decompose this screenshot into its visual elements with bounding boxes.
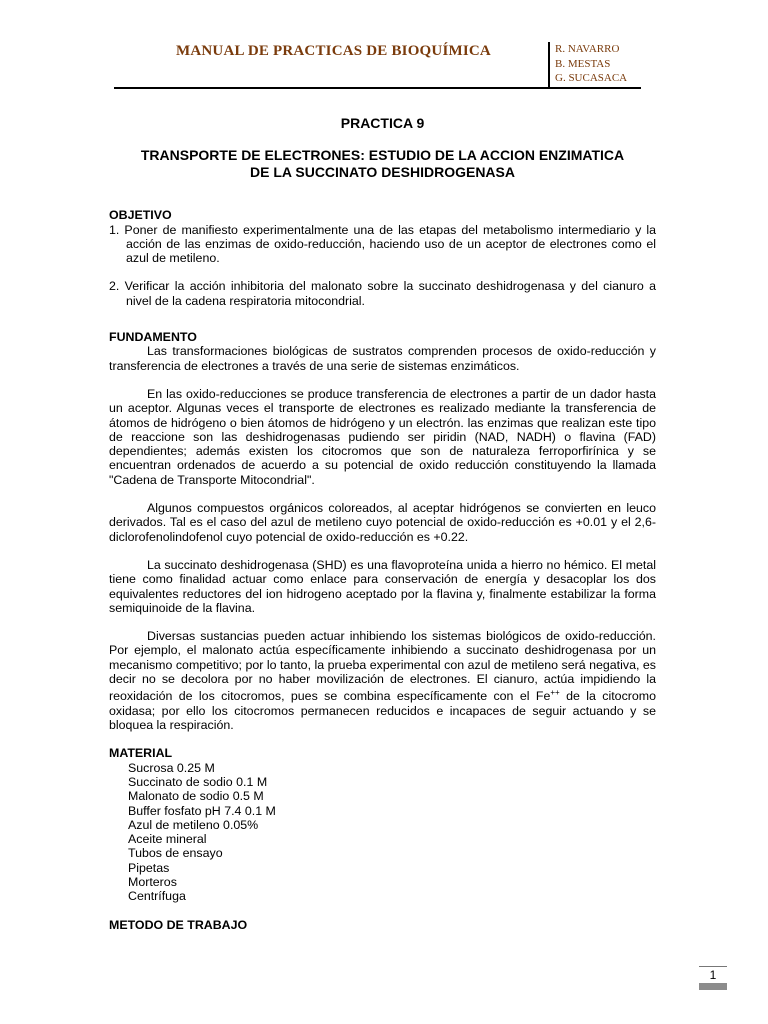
header-divider: [548, 42, 550, 87]
material-list: [109, 761, 656, 904]
list-item: Pipetas: [128, 860, 170, 875]
list-item: Aceite mineral: [128, 832, 207, 847]
paragraph-text: Diversas sustancias pueden actuar inhibiendo los sistemas biológicos de oxido-reducción. Por ejemplo, el malonato actúa específicamente inhibiendo a succinato deshidrogenasa por un mecanismo competitivo; por lo tanto, la prueba experimental con azul de metileno será negativa, es decir no se decolora por no haber movilización de electrones. El cianuro, actúa impidiendo la reoxidación de los citocromos, pues se combina específicamente con el Fe: [109, 629, 656, 704]
page-header: [114, 40, 641, 89]
list-item: Succinato de sodio 0.1 M: [128, 774, 268, 789]
authors-block: [555, 42, 627, 86]
page-number: 1: [709, 968, 717, 982]
document-title: [109, 147, 656, 181]
paragraph: [109, 629, 656, 732]
section-heading-material: MATERIAL: [109, 746, 173, 761]
author-name: B. MESTAS: [555, 57, 611, 70]
list-item: Malonato de sodio 0.5 M: [128, 789, 264, 804]
section-heading-metodo: METODO DE TRABAJO: [109, 917, 248, 932]
practice-number: PRACTICA 9: [340, 115, 425, 131]
paragraph: La succinato deshidrogenasa (SHD) es una flavoproteína unida a hierro no hémico. El metal tiene como finalidad actuar como enlace para conservación de energía y desacoplar los dos equivalentes reductores del ion hidrogeno aceptado por la flavina y, finalmente estabilizar la forma semiquinoide de la flavina.: [109, 557, 656, 615]
author-name: R. NAVARRO: [555, 43, 620, 55]
section-heading-objetivo: OBJETIVO: [109, 208, 172, 223]
paragraph: Las transformaciones biológicas de sustratos comprenden procesos de oxido-reducción y transferencia de electrones a través de una serie de sistemas enzimáticos.: [109, 344, 656, 373]
title-line: TRANSPORTE DE ELECTRONES: ESTUDIO DE LA ACCION ENZIMATICA: [140, 147, 625, 164]
section-heading-fundamento: FUNDAMENTO: [109, 330, 197, 345]
list-item: Buffer fosfato pH 7.4 0.1 M: [128, 803, 276, 818]
paragraph: Algunos compuestos orgánicos coloreados, al aceptar hidrógenos se convierten en leuco derivados. Tal es el caso del azul de metileno cuyo potencial de oxido-reducción es +0.01 y el 2,6-diclorofenolindofenol cuyo potencial de oxido-reducción es +0.22.: [109, 501, 656, 544]
page-footer: [699, 966, 727, 990]
paragraph: En las oxido-reducciones se produce transferencia de electrones a partir de un dador hasta un aceptor. Algunas veces el transporte de electrones es realizado mediante la transferencia de átomos de hidrógeno o bien átomos de hidrógeno y un electrón. las enzimas que realizan este tipo de reaccione son las deshidrogenasas pudiendo ser piridin (NAD, NADH) o flavina (FAD) dependientes; además existen los citocromos que son de naturaleza ferroporfirínica y se encuentran ordenados de acuerdo a su potencial de oxido reducción constituyendo la llamada "Cadena de Transporte Mitocondrial".: [109, 386, 656, 487]
author-name: G. SUCASACA: [555, 72, 628, 84]
objective-item: 1. Poner de manifiesto experimentalmente una de las etapas del metabolismo intermediario y la acción de las enzimas de oxido-reducción, haciendo uso de un aceptor de electrones como el azul de metileno.: [109, 222, 656, 266]
list-item: Centrífuga: [128, 889, 186, 904]
manual-title: MANUAL DE PRACTICAS DE BIOQUÍMICA: [176, 43, 491, 59]
objective-item: 2. Verificar la acción inhibitoria del malonato sobre la succinato deshidrogenasa y del cianuro a nivel de la cadena respiratoria mitocondrial.: [109, 279, 656, 308]
document-body: [109, 116, 656, 932]
title-line: DE LA SUCCINATO DESHIDROGENASA: [250, 164, 515, 181]
footer-bar: [699, 983, 727, 990]
list-item: Sucrosa 0.25 M: [128, 760, 215, 775]
list-item: Azul de metileno 0.05%: [128, 817, 259, 832]
list-item: Morteros: [128, 875, 177, 889]
paragraph-text: de la citocromo oxidasa; por ello los citocromos permanecen reducidos e incapaces de seguir actuando y se bloquea la respiración.: [109, 689, 656, 733]
superscript: ++: [550, 688, 560, 698]
list-item: Tubos de ensayo: [128, 846, 223, 861]
